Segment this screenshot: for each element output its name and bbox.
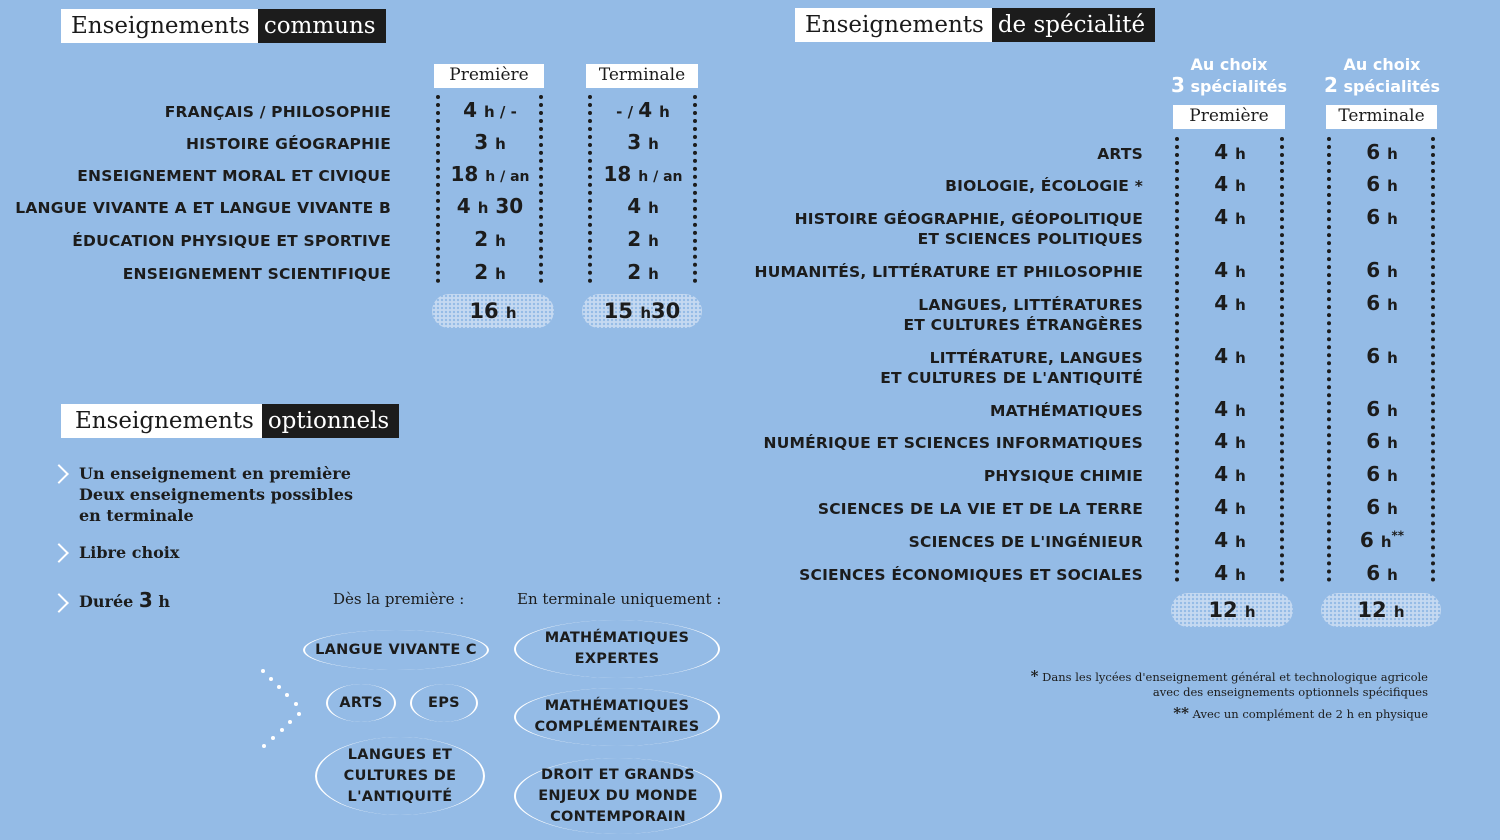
communs-row-label: ENSEIGNEMENT MORAL ET CIVIQUE [77,167,391,185]
communs-row-label: ENSEIGNEMENT SCIENTIFIQUE [122,265,391,283]
unit: h [1235,145,1246,163]
communs-row-terminale [597,194,689,218]
optionnels-bullet-1 [79,463,353,526]
num: 6 [1366,561,1381,585]
spec-row-premiere [1185,429,1275,453]
spec-row-terminale [1337,397,1427,421]
line: ENJEUX DU MONDE [538,787,698,804]
line: LANGUES, LITTÉRATURES [918,296,1143,314]
rest: 30 [651,299,681,323]
line: CONTEMPORAIN [550,808,686,825]
spec-row-premiere [1185,172,1275,196]
option-arts: ARTS [326,684,396,722]
dot [280,728,284,732]
unit: h [1393,603,1405,621]
line: BIOLOGIE, ÉCOLOGIE * [945,177,1143,195]
spec-row-label [990,401,1143,421]
spec-row-terminale [1337,344,1427,368]
chevron-right-icon [49,593,69,613]
spec-row-label [795,209,1143,249]
unit: h [505,304,517,322]
line: Un enseignement en première [79,464,351,483]
communs-row-terminale [597,227,689,251]
communs-row-premiere [445,130,535,154]
specialite-dots-3 [1327,137,1332,582]
option-langues-antiquite [315,737,485,815]
rest: 30 [495,194,524,218]
num: 15 [603,299,633,323]
num: 4 [1214,258,1229,282]
unit: h [1235,263,1246,281]
spec-row-label [818,499,1143,519]
spec-row-label [903,295,1143,335]
communs-col-premiere: Première [434,64,544,88]
spec-row-terminale [1337,561,1427,585]
communs-row-label: ÉDUCATION PHYSIQUE ET SPORTIVE [72,232,391,250]
unit: h / an [485,169,530,185]
num: 4 [1214,205,1229,229]
spec-row-label [764,433,1143,453]
communs-dots-3 [588,95,593,283]
line: PHYSIQUE CHIMIE [983,467,1143,485]
num: 6 [1366,495,1381,519]
communs-dots-2 [539,95,544,283]
text: spécialités [1190,77,1288,96]
spec-row-label [909,532,1143,552]
chevron-right-icon [49,543,69,563]
unit: h [1387,210,1398,228]
num: 6 [1366,140,1381,164]
spec-row-label [799,565,1143,585]
line: Dans les lycées d'enseignement général et technologique agricole [1042,670,1428,684]
communs-row-label: LANGUE VIVANTE A ET LANGUE VIVANTE B [15,199,391,217]
unit: h [1387,296,1398,314]
line: MATHÉMATIQUES [544,630,690,646]
specialite-dots-4 [1431,137,1436,582]
num: 16 [469,299,499,323]
line: LANGUES ET [347,746,453,763]
text: Durée [79,592,134,611]
unit: h [648,265,659,283]
chevron-right-icon [49,464,69,484]
line: ET CULTURES DE L'ANTIQUITÉ [880,369,1143,387]
line: Au choix [1343,55,1421,74]
num: 6 [1366,344,1381,368]
unit: h [648,135,659,153]
line: Avec un complément de 2 h en physique [1192,707,1428,721]
communs-dots-4 [693,95,698,283]
communs-row-label: FRANÇAIS / PHILOSOPHIE [164,103,391,121]
unit: h [1244,603,1256,621]
line: L'ANTIQUITÉ [347,788,453,805]
unit: h [1387,467,1398,485]
optionnels-title [61,404,399,438]
num: 6 [1366,291,1381,315]
communs-row-terminale [597,98,689,122]
spec-row-label [1097,144,1143,164]
num: 4 [1214,495,1229,519]
line: ET SCIENCES POLITIQUES [917,230,1143,248]
option-langue-vivante-c: LANGUE VIVANTE C [303,630,489,670]
spec-row-terminale [1337,140,1427,164]
num: 2 [627,227,642,251]
unit: h [1235,566,1246,584]
specialite-dots-2 [1280,137,1285,582]
num: 12 [1208,598,1238,622]
num: 4 [1214,344,1229,368]
communs-row-premiere [445,98,535,122]
line: Au choix [1190,55,1268,74]
spec-row-premiere [1185,140,1275,164]
optionnels-title-b: optionnels [262,404,399,438]
num: 3 [1170,73,1185,97]
footnote-mark: ** [1391,528,1405,543]
communs-dots-1 [436,95,441,283]
dot [261,669,265,673]
num: 6 [1366,462,1381,486]
num: 2 [474,260,489,284]
unit: h [1387,145,1398,163]
optionnels-bullet-2: Libre choix [79,543,180,562]
caption-terminale: En terminale uniquement : [517,590,722,608]
unit: h [1387,566,1398,584]
unit: h [495,265,506,283]
unit: h [1235,296,1246,314]
communs-row-premiere [445,194,535,218]
line: avec des enseignements optionnels spécifiques [1152,685,1428,699]
num: 4 [1214,561,1229,585]
communs-total-premiere [432,294,554,328]
line: NUMÉRIQUE ET SCIENCES INFORMATIQUES [763,434,1143,452]
specialite-title-a: Enseignements [795,8,992,42]
num: 3 [627,130,642,154]
line: ET CULTURES ÉTRANGÈRES [903,316,1143,334]
dot [262,744,266,748]
num: 4 [463,98,478,122]
text: spécialités [1343,77,1441,96]
unit: h [477,199,489,217]
spec-row-terminale [1337,462,1427,486]
num: 4 [638,98,653,122]
dot [285,693,289,697]
choice-premiere [1168,55,1290,97]
communs-row-terminale [597,130,689,154]
unit: h [1235,434,1246,452]
option-eps: EPS [410,684,478,722]
spec-row-premiere [1185,291,1275,315]
num: 3 [138,588,153,612]
line: LITTÉRATURE, LANGUES [929,349,1143,367]
spec-row-premiere [1185,397,1275,421]
spec-row-terminale [1337,172,1427,196]
unit: h [1235,210,1246,228]
communs-row-premiere [445,260,535,284]
num: 6 [1366,397,1381,421]
unit: h [1235,467,1246,485]
communs-total-terminale [582,294,702,328]
option-droit-enjeux [514,758,722,834]
unit: h [1387,349,1398,367]
communs-row-terminale [597,162,689,186]
unit: h [1235,533,1246,551]
line: ARTS [1097,145,1143,163]
line: EXPERTES [574,651,660,667]
unit: h [648,199,659,217]
num: 4 [1214,462,1229,486]
unit: h [495,232,506,250]
unit: h [1387,402,1398,420]
spec-row-premiere [1185,495,1275,519]
star: * [1030,667,1039,685]
communs-row-premiere [445,162,535,186]
unit: h / - [484,103,517,121]
spec-row-terminale [1337,205,1427,229]
option-maths-expertes [514,620,720,678]
num: 6 [1359,528,1374,552]
dot [297,712,301,716]
num: 4 [627,194,642,218]
dot [271,736,275,740]
optionnels-title-a: Enseignements [61,404,262,438]
communs-title-a: Enseignements [61,9,258,43]
specialite-col-terminale: Terminale [1326,105,1437,129]
communs-row-terminale [597,260,689,284]
spec-row-label [984,466,1143,486]
unit: h [640,304,651,322]
footnote-2 [1173,706,1428,722]
unit: h [1235,500,1246,518]
unit: h / an [638,169,683,185]
unit: h [659,103,670,121]
unit: h [1387,434,1398,452]
spec-row-terminale [1337,429,1427,453]
spec-row-premiere [1185,258,1275,282]
num: 4 [1214,528,1229,552]
line: Deux enseignements possibles [79,485,353,504]
optionnels-bullet-3 [79,590,170,612]
line: MATHÉMATIQUES [544,698,690,714]
unit: h [495,135,506,153]
communs-row-label: HISTOIRE GÉOGRAPHIE [186,135,391,153]
num: 4 [1214,397,1229,421]
line: SCIENCES ÉCONOMIQUES ET SOCIALES [799,566,1143,584]
specialite-col-premiere: Première [1173,105,1285,129]
communs-title [61,9,386,43]
spec-row-premiere [1185,205,1275,229]
num: 6 [1366,172,1381,196]
communs-col-terminale: Terminale [586,64,698,88]
num: 18 [450,162,479,186]
spec-row-terminale [1337,528,1427,552]
communs-row-premiere [445,227,535,251]
spec-row-premiere [1185,528,1275,552]
spec-row-label [755,262,1143,282]
unit: h [1380,533,1392,551]
line: en terminale [79,506,194,525]
specialite-dots-1 [1175,137,1180,582]
pre: - / [616,103,639,121]
communs-title-b: communs [258,9,386,43]
dot [294,702,298,706]
specialite-total-premiere [1171,593,1293,627]
specialite-title [795,8,1155,42]
unit: h [1235,177,1246,195]
num: 4 [1214,172,1229,196]
num: 4 [1214,429,1229,453]
num: 4 [456,194,471,218]
unit: h [1387,500,1398,518]
spec-row-premiere [1185,462,1275,486]
unit: h [1235,402,1246,420]
line: SCIENCES DE L'INGÉNIEUR [908,533,1143,551]
num: 2 [627,260,642,284]
num: 2 [474,227,489,251]
unit: h [648,232,659,250]
num: 12 [1357,598,1387,622]
caption-premiere: Dès la première : [333,590,465,608]
dot [269,677,273,681]
unit: h [1387,177,1398,195]
num: 6 [1366,205,1381,229]
num: 6 [1366,258,1381,282]
dot [288,720,292,724]
dot [277,685,281,689]
line: HISTOIRE GÉOGRAPHIE, GÉOPOLITIQUE [794,210,1143,228]
line: DROIT ET GRANDS [540,766,696,783]
unit: h [1235,349,1246,367]
num: 3 [474,130,489,154]
specialite-title-b: de spécialité [992,8,1155,42]
spec-row-label [945,176,1143,196]
unit: h [1387,263,1398,281]
line: HUMANITÉS, LITTÉRATURE ET PHILOSOPHIE [754,263,1143,281]
star: ** [1173,704,1189,722]
line: COMPLÉMENTAIRES [534,719,700,735]
line: MATHÉMATIQUES [989,402,1143,420]
spec-row-terminale [1337,495,1427,519]
spec-row-terminale [1337,258,1427,282]
spec-row-premiere [1185,561,1275,585]
spec-row-premiere [1185,344,1275,368]
option-maths-complementaires [514,688,720,746]
choice-terminale [1321,55,1443,97]
footnote-1 [1031,669,1428,700]
num: 2 [1323,73,1338,97]
num: 18 [603,162,632,186]
line: CULTURES DE [343,767,457,784]
num: 4 [1214,140,1229,164]
specialite-total-terminale [1321,593,1441,627]
num: 4 [1214,291,1229,315]
spec-row-label [880,348,1143,388]
line: SCIENCES DE LA VIE ET DE LA TERRE [817,500,1143,518]
spec-row-terminale [1337,291,1427,315]
unit: h [158,592,171,611]
num: 6 [1366,429,1381,453]
